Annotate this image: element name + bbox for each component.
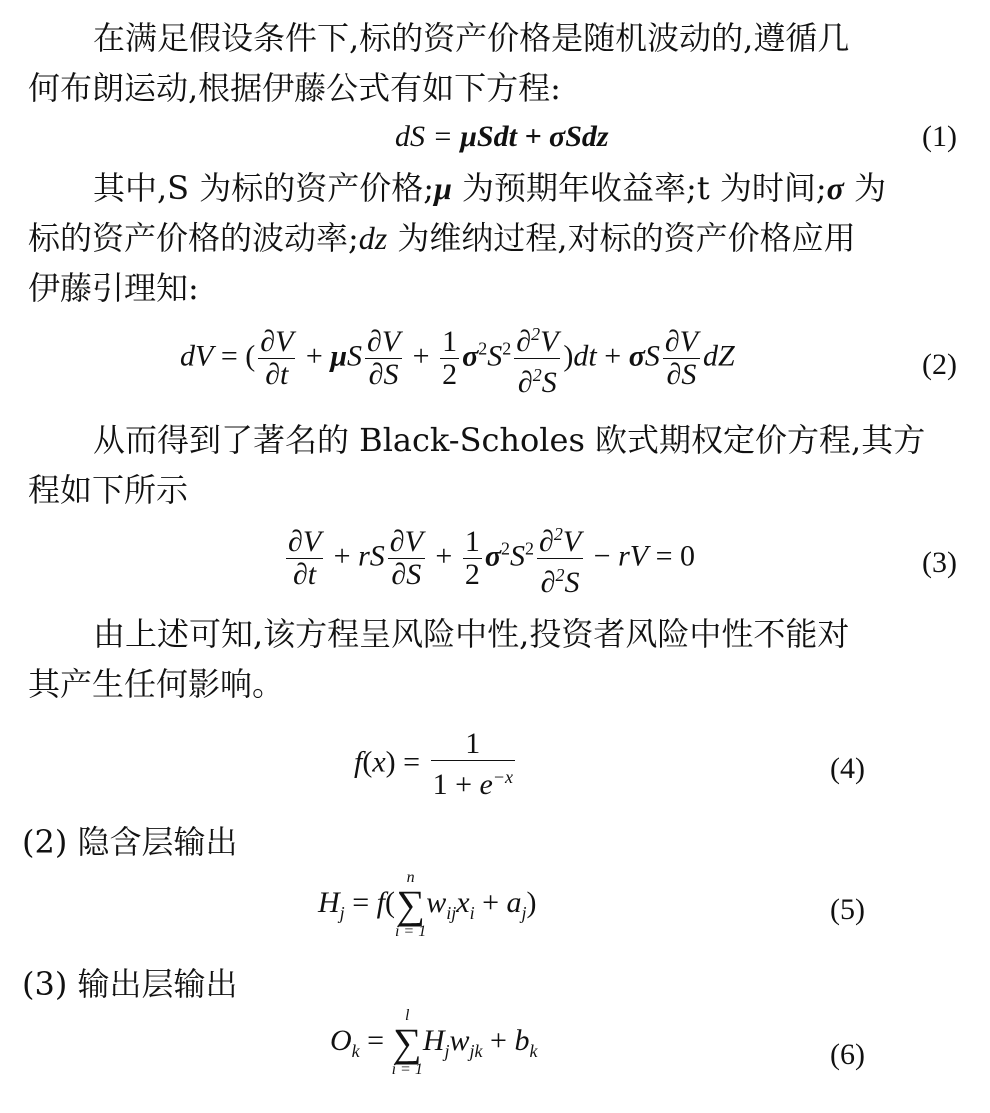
para1-line1: 在满足假设条件下,标的资产价格是随机波动的,遵循几 (93, 19, 850, 57)
eq4-number: (4) (830, 752, 865, 785)
para4-line1: 由上述可知,该方程呈风险中性,投资者风险中性不能对 (93, 615, 850, 653)
para3-line1: 从而得到了著名的 Black-Scholes 欧式期权定价方程,其方 (93, 421, 926, 459)
eq2-number: (2) (922, 348, 957, 381)
equation-2: dV = ( $\frac{\partial V}{\partial t}$ + μS $\frac{\partial V}{\partial S}$ + $\frac{1}{2}$ $\sigma^2S^2$ $\frac{\partial^2V}{\partial^2S}$ )dt + σS $\frac{\partial V}{\partial S}$ dZ (180, 324, 735, 399)
equation-1 (395, 120, 609, 154)
heading-output-layer: (3) 输出层输出 (22, 965, 238, 1003)
equation-4: f(x) = $\frac{1}{1 + e^{-x}}$ (354, 727, 513, 801)
eq5-number: (5) (830, 893, 865, 926)
para2-line2: 标的资产价格的波动率;dz 为维纳过程,对标的资产价格应用 (28, 219, 856, 257)
para1-line2: 何布朗运动,根据伊藤公式有如下方程: (28, 69, 561, 107)
eq3-number: (3) (922, 546, 957, 579)
eq1-number: (1) (922, 120, 957, 153)
eq1-lhs: dS = (395, 120, 461, 153)
para3-line2: 程如下所示 (28, 471, 189, 509)
para2-line3: 伊藤引理知: (28, 269, 199, 307)
equation-3: $\frac{\partial V}{\partial t}$ + rS $\frac{\partial V}{\partial S}$ + $\frac{1}{2}$ $\sigma^2S^2$ $\frac{\partial^2V}{\partial^2S}$ − rV = 0 (288, 524, 696, 599)
equation-5: $H_j = f$( n ∑ i = 1 $w_{ij}x_i + a_j$) (318, 869, 537, 940)
eq6-number: (6) (830, 1038, 865, 1071)
equation-6: $O_k$ = l ∑ i = 1 $H_jw_{jk} + b_k$ (330, 1007, 538, 1078)
para2-line1: 其中,S 为标的资产价格;μ 为预期年收益率;t 为时间;σ 为 (93, 169, 887, 207)
para4-line2: 其产生任何影响。 (28, 665, 285, 703)
heading-hidden-layer: (2) 隐含层输出 (22, 823, 238, 861)
eq1-rhs: μSdt + σSdz (460, 120, 609, 153)
